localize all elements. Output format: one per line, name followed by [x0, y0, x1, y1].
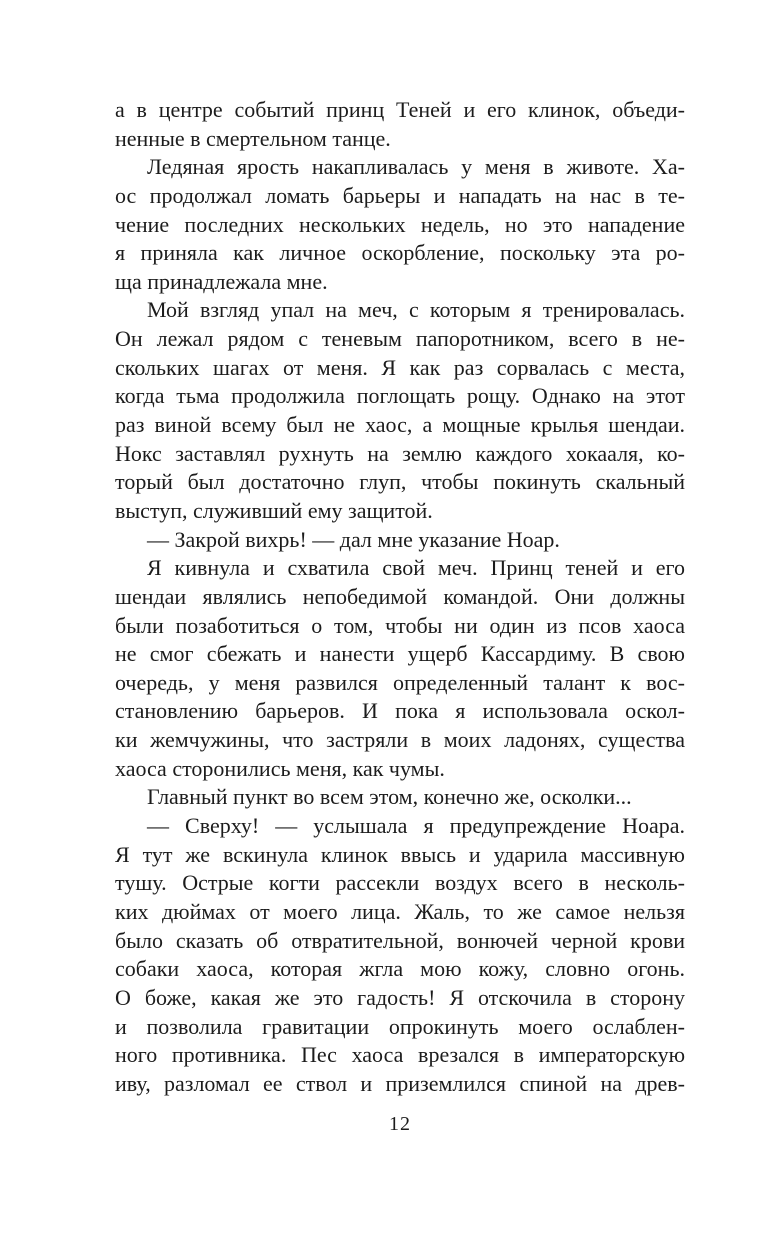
text-line: ного противника. Пес хаоса врезался в императорскую [115, 1042, 685, 1068]
text-line: — Закрой вихрь! — дал мне указание Ноар. [147, 526, 560, 552]
text-line: Я кивнула и схватила свой меч. Принц теней и его [147, 555, 685, 581]
text-line: ща принадлежала мне. [115, 268, 328, 294]
text-line: когда тьма продолжила поглощать рощу. Однако на этот [115, 383, 685, 409]
text-line: Ледяная ярость накапливалась у меня в животе. Ха- [147, 154, 685, 180]
text-line: О боже, какая же это гадость! Я отскочила в сторону [115, 984, 685, 1010]
text-line: чение последних нескольких недель, но это нападение [115, 211, 685, 237]
text-line: становлению барьеров. И пока я использовала оскол- [115, 698, 685, 724]
text-line: Нокс заставлял рухнуть на землю каждого хокааля, ко- [115, 440, 685, 466]
text-line: Он лежал рядом с теневым папоротником, всего в не- [115, 326, 685, 352]
text-line: шендаи являлись непобедимой командой. Они должны [115, 583, 685, 609]
text-line: Главный пункт во всем этом, конечно же, осколки... [147, 784, 632, 810]
page-text [115, 96, 685, 1098]
text-line: выступ, служивший ему защитой. [115, 497, 433, 523]
text-line: раз виной всему был не хаос, а мощные крылья шендаи. [115, 412, 685, 438]
text-line: я приняла как личное оскорбление, поскольку эта ро- [115, 240, 685, 266]
text-line: торый был достаточно глуп, чтобы покинуть скальный [115, 469, 685, 495]
text-line: Я тут же вскинула клинок ввысь и ударила массивную [115, 841, 685, 867]
text-line: скольких шагах от меня. Я как раз сорвалась с места, [115, 354, 685, 380]
text-line: Мой взгляд упал на меч, с которым я тренировалась. [147, 297, 685, 323]
text-line: — Сверху! — услышала я предупреждение Ноара. [147, 813, 685, 839]
text-line: и позволила гравитации опрокинуть моего ослаблен- [115, 1013, 685, 1039]
page-number: 12 [389, 1113, 411, 1135]
text-line: тушу. Острые когти рассекли воздух всего в несколь- [115, 870, 685, 896]
text-line: собаки хаоса, которая жгла мою кожу, словно огонь. [115, 956, 685, 982]
text-line: ких дюймах от моего лица. Жаль, то же самое нельзя [115, 898, 685, 924]
text-line: ки жемчужины, что застряли в моих ладонях, существа [115, 727, 685, 753]
text-line: не смог сбежать и нанести ущерб Кассардиму. В свою [115, 641, 685, 667]
text-line: ос продолжал ломать барьеры и нападать на нас в те- [115, 182, 685, 208]
text-line: было сказать об отвратительной, вонючей черной крови [115, 927, 685, 953]
text-line: ненные в смертельном танце. [115, 125, 391, 151]
text-line: а в центре событий принц Теней и его клинок, объеди- [115, 97, 685, 122]
text-line: хаоса сторонились меня, как чумы. [115, 755, 445, 781]
text-line: очередь, у меня развился определенный талант к вос- [115, 669, 685, 695]
text-line: иву, разломал ее ствол и приземлился спиной на древ- [115, 1070, 685, 1096]
text-line: были позаботиться о том, чтобы ни один из псов хаоса [115, 612, 685, 638]
